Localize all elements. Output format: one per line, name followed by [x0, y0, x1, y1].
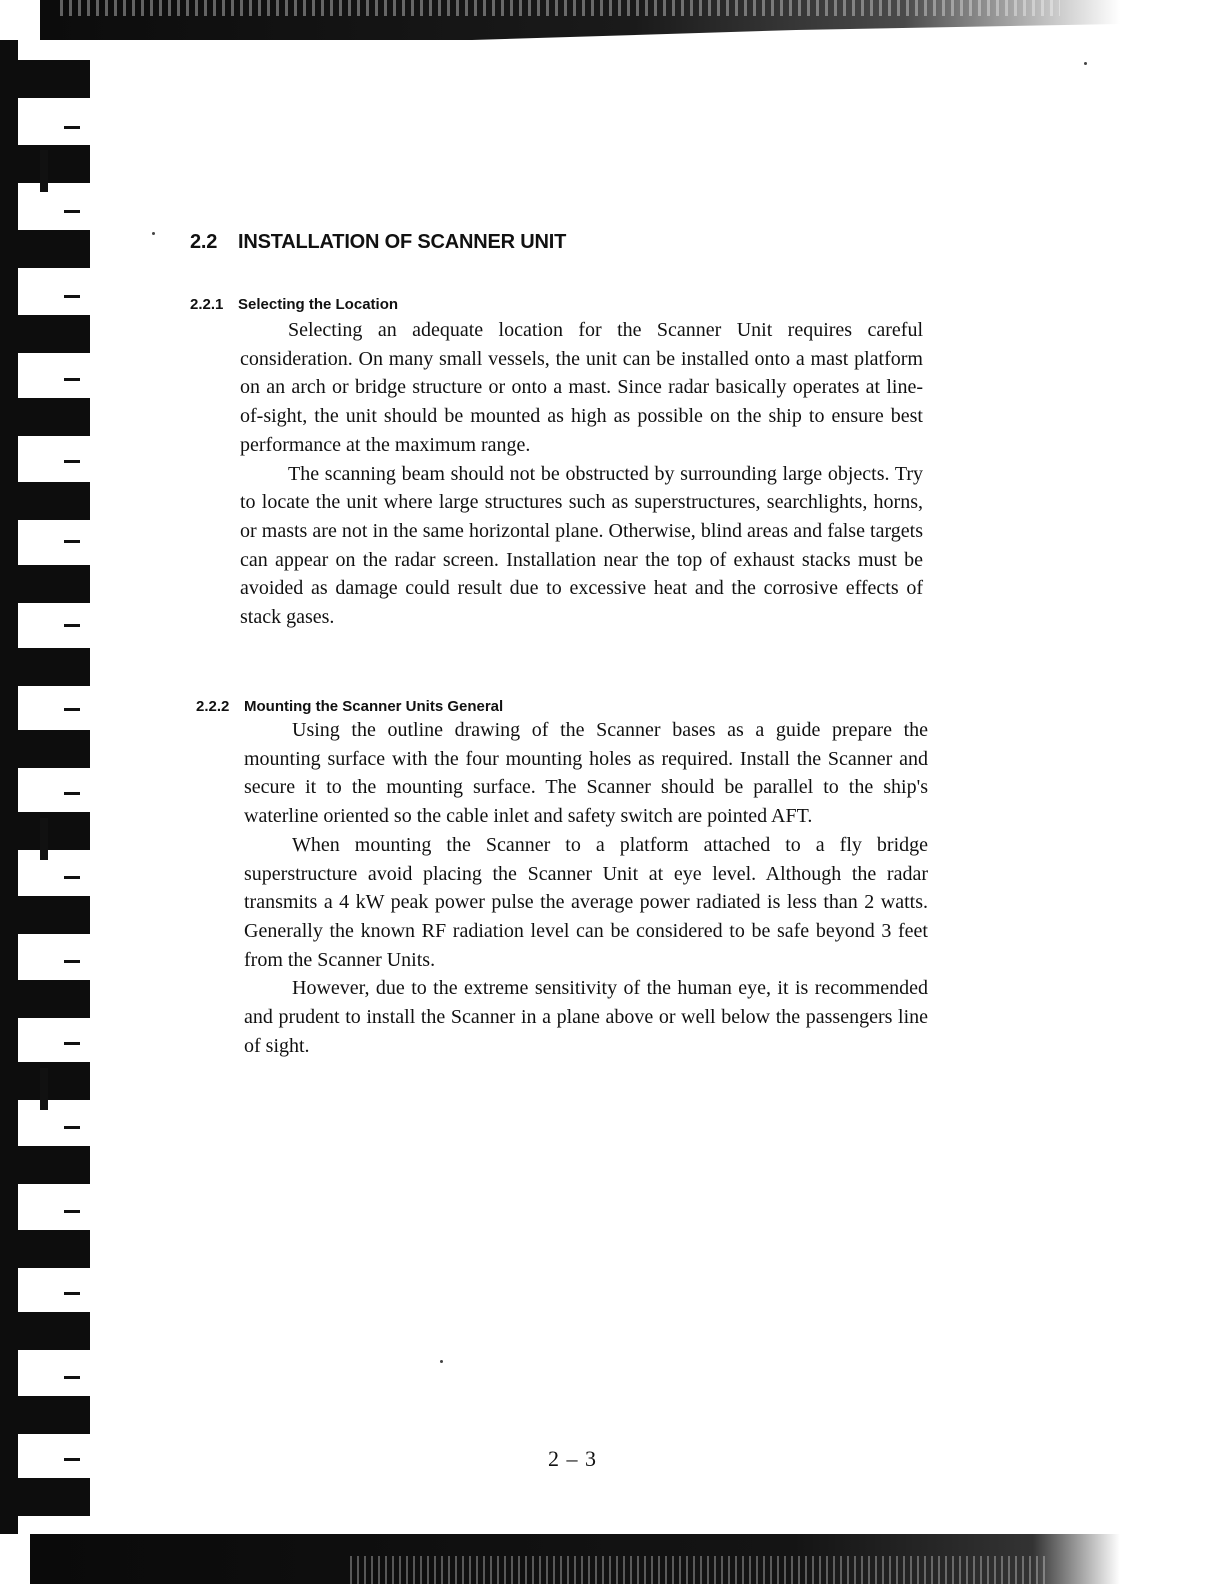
page-number: 2 – 3 — [548, 1446, 597, 1471]
subsection-title: Selecting the Location — [238, 296, 399, 313]
section-heading — [190, 231, 566, 254]
subsection-heading-selecting-location — [190, 296, 398, 313]
paragraph: Using the outline drawing of the Scanner bases as a guide prepare the mounting surface with the four mounting holes as required. Install the Scanner and secure it to the mounting surface. The Scanner should be parallel to the ship's waterline oriented so the cable inlet and safety switch are pointed AFT. — [244, 719, 928, 828]
subsection-number: 2.2.2 — [196, 698, 230, 715]
subsection-body-selecting-location — [240, 316, 923, 632]
paragraph: When mounting the Scanner to a platform attached to a fly bridge superstructure avoid placing the Scanner Unit at eye level. Although the radar transmits a 4 kW peak power pulse the average power radiated is less than 2 watts. Generally the known RF radiation level can be considered to be safe beyond 3 feet from the Scanner Units. — [244, 833, 928, 971]
paragraph: The scanning beam should not be obstructed by surrounding large objects. Try to locate the unit where large structures such as superstructures, searchlights, horns, or masts are not in the same horizontal plane. Otherwise, blind areas and false targets can appear on the radar screen. Installation near the top of exhaust stacks must be avoided as damage could result due to excessive heat and the corrosive effects of stack gases. — [240, 462, 923, 629]
section-title: INSTALLATION OF SCANNER UNIT — [238, 231, 567, 253]
subsection-number: 2.2.1 — [190, 296, 224, 313]
subsection-title: Mounting the Scanner Units General — [244, 698, 504, 715]
paragraph: However, due to the extreme sensitivity of the human eye, it is recommended and prudent to install the Scanner in a plane above or well below the passengers line of sight. — [244, 977, 928, 1057]
subsection-heading-mounting-scanner — [196, 698, 503, 715]
paragraph: Selecting an adequate location for the Scanner Unit requires careful consideration. On many small vessels, the unit can be installed onto a mast platform on an arch or bridge structure or onto a mast. Since radar basically operates at line-of-sight, the unit should be mounted as high as possible on the ship to ensure best performance at the maximum range. — [240, 319, 923, 456]
subsection-body-mounting-scanner — [244, 716, 928, 1060]
section-number: 2.2 — [190, 231, 218, 253]
